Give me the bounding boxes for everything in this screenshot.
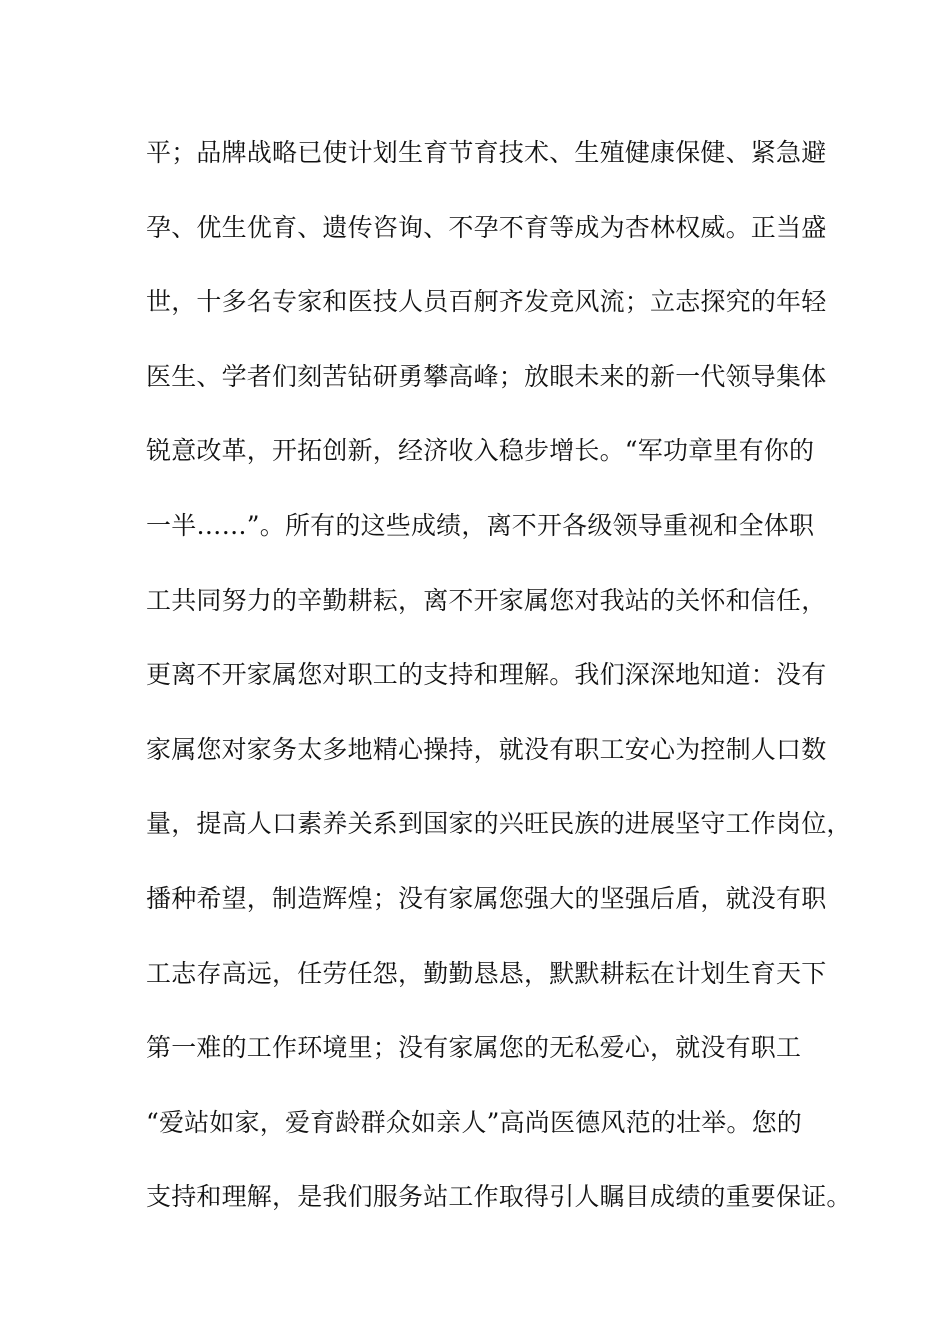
- text-line: 平；品牌战略已使计划生育节育技术、生殖健康保健、紧急避: [146, 138, 827, 167]
- text-line: 一半……”。所有的这些成绩，离不开各级领导重视和全体职: [146, 510, 815, 540]
- text-line: 更离不开家属您对职工的支持和理解。我们深深地知道：没有: [146, 660, 827, 690]
- text-line: 工志存高远，任劳任怨，勤勤恳恳，默默耕耘在计划生育天下: [146, 958, 827, 988]
- text-line: 锐意改革，开拓创新，经济收入稳步增长。“军功章里有你的: [146, 436, 815, 466]
- text-line: 世，十多名专家和医技人员百舸齐发竞风流；立志探究的年轻: [146, 287, 827, 317]
- text-line: 家属您对家务太多地精心操持，就没有职工安心为控制人口数: [146, 734, 827, 764]
- text-line: 工共同努力的辛勤耕耘，离不开家属您对我站的关怀和信任，: [146, 585, 827, 615]
- text-line: 量，提高人口素养关系到国家的兴旺民族的进展坚守工作岗位，: [146, 809, 852, 839]
- text-line: 播种希望，制造辉煌；没有家属您强大的坚强后盾，就没有职: [146, 883, 827, 913]
- text-line: 医生、学者们刻苦钻研勇攀高峰；放眼未来的新一代领导集体: [146, 361, 827, 391]
- text-line: 支持和理解，是我们服务站工作取得引人瞩目成绩的重要保证。: [146, 1182, 852, 1212]
- text-line: 孕、优生优育、遗传咨询、不孕不育等成为杏林权威。正当盛: [146, 212, 827, 242]
- body-text: [146, 131, 852, 1250]
- text-line: “爱站如家，爱育龄群众如亲人”高尚医德风范的壮举。您的: [146, 1107, 802, 1137]
- text-line: 第一难的工作环境里；没有家属您的无私爱心，就没有职工: [146, 1033, 802, 1063]
